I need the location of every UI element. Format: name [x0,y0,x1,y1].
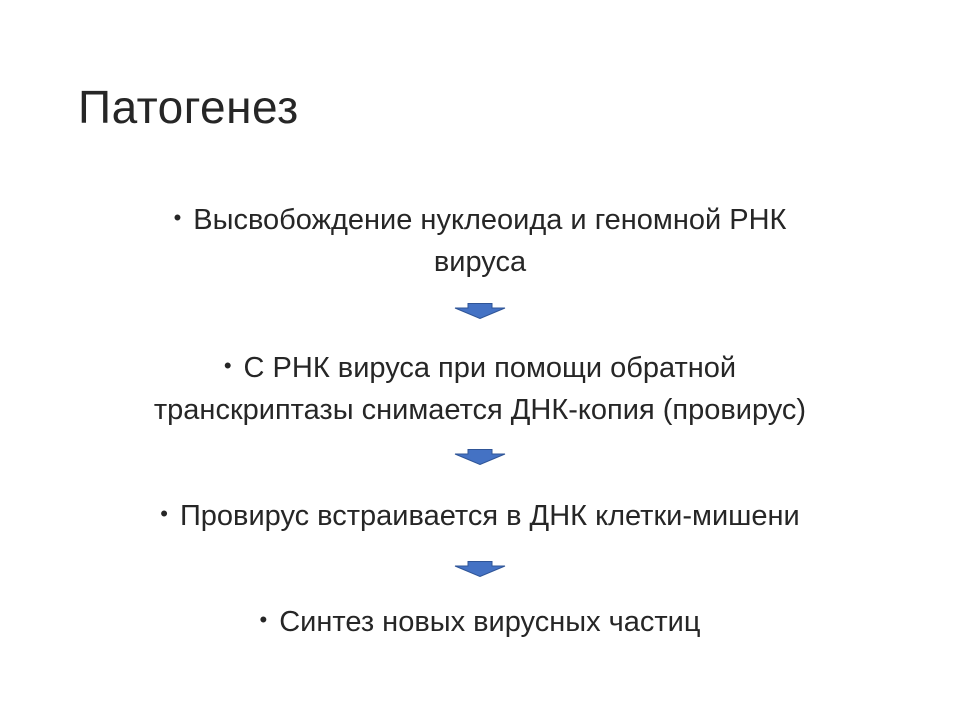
bullet-marker: • [173,205,182,230]
bullet-marker: • [160,501,168,526]
step-3-line-1: Провирус встраивается в ДНК клетки-мишени [179,500,800,532]
down-arrow-icon [454,561,506,577]
bullet-marker: • [223,353,232,378]
step-1 [80,197,880,283]
bullet-marker: • [259,607,268,632]
step-2-line-2: транскриптазы снимается ДНК-копия (провирус) [153,394,807,426]
step-2-line-1: С РНК вируса при помощи обратной [243,352,737,384]
step-1-line-1: Высвобождение нуклеоида и геномной РНК [193,204,787,236]
slide-title: Патогенез [78,81,299,133]
step-4-line-1: Синтез новых вирусных частиц [279,606,701,638]
down-arrow-icon [454,449,506,465]
step-4 [80,599,880,643]
step-2 [80,345,880,431]
step-3 [80,493,880,537]
step-1-line-2: вируса [433,246,527,278]
down-arrow-icon [454,303,506,319]
